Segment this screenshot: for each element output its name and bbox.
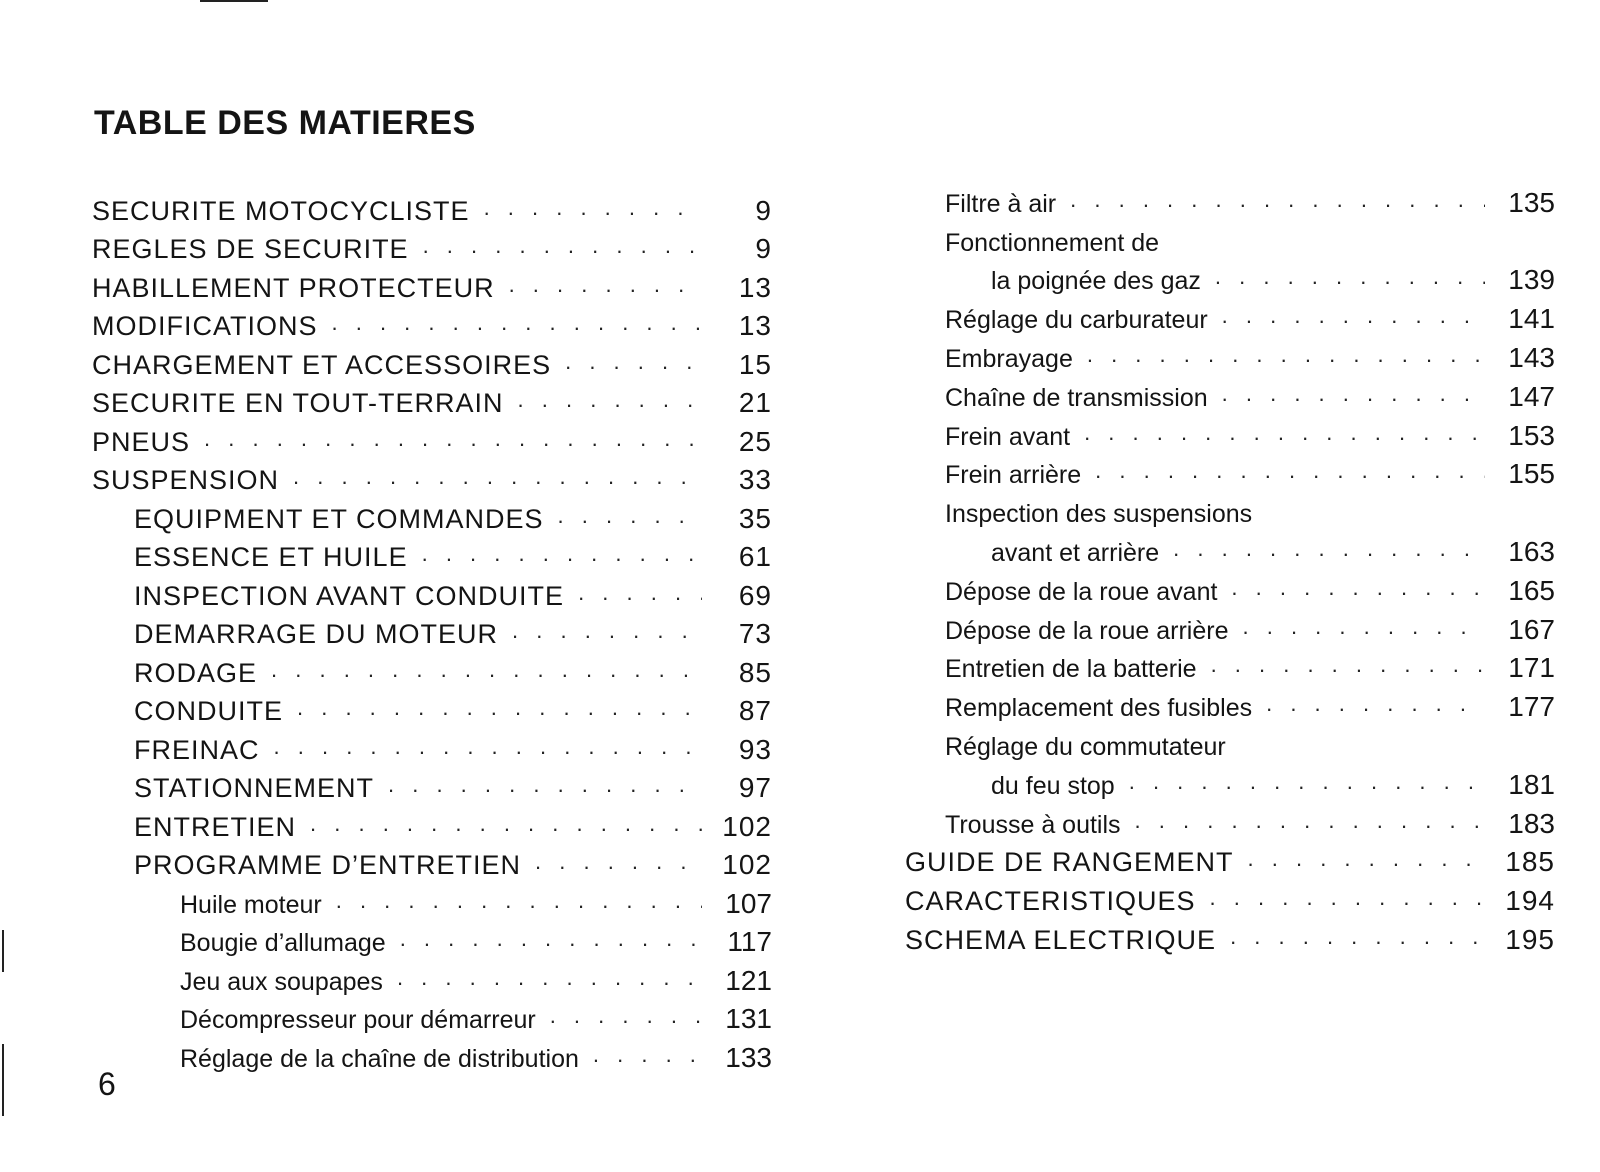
toc-entry-page: 181 bbox=[1508, 768, 1555, 800]
toc-entry-page: 33 bbox=[738, 464, 772, 495]
toc-entry bbox=[92, 340, 772, 379]
toc-entry bbox=[92, 802, 772, 841]
dot-leader bbox=[593, 1044, 702, 1066]
toc-entry-page: 87 bbox=[738, 695, 772, 726]
toc-entry bbox=[905, 333, 1555, 372]
toc-entry-page: 85 bbox=[738, 656, 772, 688]
dot-leader bbox=[1248, 848, 1485, 870]
toc-entry bbox=[905, 799, 1555, 838]
dot-leader bbox=[1173, 538, 1485, 560]
toc-entry bbox=[905, 566, 1555, 605]
toc-entry-page: 183 bbox=[1508, 807, 1555, 839]
toc-entry bbox=[92, 494, 772, 533]
toc-entry bbox=[905, 876, 1555, 915]
toc-entry bbox=[92, 225, 772, 264]
toc-entry-label: SECURITE MOTOCYCLISTE bbox=[92, 195, 470, 226]
toc-entry bbox=[92, 1033, 772, 1072]
toc-entry-page: 131 bbox=[725, 1003, 772, 1034]
toc-entry-page: 163 bbox=[1508, 535, 1555, 567]
dot-leader bbox=[332, 312, 703, 334]
toc-entry-page: 143 bbox=[1508, 341, 1555, 373]
toc-entry-label: SUSPENSION bbox=[92, 465, 280, 495]
toc-entry-label: Dépose de la roue arrière bbox=[945, 616, 1229, 645]
toc-entry bbox=[905, 527, 1555, 566]
dot-leader bbox=[509, 274, 702, 296]
toc-entry-page: 117 bbox=[727, 926, 772, 957]
dot-leader bbox=[1210, 887, 1485, 909]
toc-entry-label: Filtre à air bbox=[945, 189, 1057, 218]
dot-leader bbox=[535, 851, 702, 873]
toc-entry-page: 13 bbox=[738, 310, 772, 341]
dot-leader bbox=[271, 659, 702, 681]
toc-entry-label: FREINAC bbox=[134, 734, 260, 765]
dot-leader bbox=[484, 197, 702, 219]
toc-entry bbox=[905, 450, 1555, 489]
toc-entry-label: MODIFICATIONS bbox=[92, 311, 318, 341]
toc-entry-page: 194 bbox=[1505, 885, 1555, 917]
dot-leader bbox=[1070, 189, 1485, 211]
toc-entry bbox=[92, 302, 772, 341]
toc-entry bbox=[92, 841, 772, 880]
dot-leader bbox=[1243, 616, 1486, 638]
toc-entry bbox=[92, 379, 772, 418]
toc-entry-page: 15 bbox=[738, 348, 772, 380]
dot-leader bbox=[1215, 266, 1485, 288]
toc-entry-label: DEMARRAGE DU MOTEUR bbox=[134, 619, 499, 649]
dot-leader bbox=[518, 389, 702, 411]
toc-entry-page: 21 bbox=[738, 387, 772, 418]
toc-entry-label: INSPECTION AVANT CONDUITE bbox=[134, 580, 565, 611]
page-number: 6 bbox=[98, 1066, 116, 1102]
dot-leader bbox=[558, 505, 702, 527]
dot-leader bbox=[310, 813, 702, 835]
toc-entry-page: 97 bbox=[738, 772, 772, 803]
scan-edge-mark bbox=[2, 1044, 4, 1116]
dot-leader bbox=[274, 736, 702, 758]
toc-entry-page: 107 bbox=[725, 887, 772, 919]
dot-leader bbox=[1230, 926, 1485, 948]
toc-entry-label: RODAGE bbox=[134, 657, 258, 688]
toc-entry bbox=[905, 605, 1555, 644]
toc-entry bbox=[92, 263, 772, 302]
toc-entry bbox=[905, 411, 1555, 450]
toc-entry bbox=[92, 764, 772, 803]
toc-entry bbox=[92, 417, 772, 456]
toc-entry-page: 13 bbox=[738, 271, 772, 303]
toc-entry-label: ENTRETIEN bbox=[134, 811, 297, 842]
dot-leader bbox=[1231, 577, 1485, 599]
toc-entry bbox=[92, 571, 772, 610]
toc-entry-label: Remplacement des fusibles bbox=[945, 694, 1253, 723]
toc-entry bbox=[905, 178, 1555, 217]
toc-entry-page: 102 bbox=[722, 810, 772, 842]
toc-entry-label: avant et arrière bbox=[991, 538, 1160, 567]
scan-edge-mark bbox=[2, 930, 4, 972]
dot-leader bbox=[578, 582, 702, 604]
toc-entry bbox=[905, 488, 1555, 527]
toc-entry-page: 102 bbox=[722, 849, 772, 880]
toc-entry-page: 165 bbox=[1508, 574, 1555, 606]
toc-entry-page: 133 bbox=[725, 1041, 772, 1073]
toc-entry bbox=[92, 186, 772, 225]
toc-entry-label: STATIONNEMENT bbox=[134, 773, 374, 803]
toc-entry-page: 9 bbox=[755, 233, 772, 264]
toc-entry-label: Réglage du commutateur bbox=[945, 732, 1226, 761]
toc-entry-label: Bougie d’allumage bbox=[180, 929, 386, 957]
dot-leader bbox=[336, 890, 702, 912]
toc-entry-page: 93 bbox=[738, 733, 772, 765]
toc-entry-label: REGLES DE SECURITE bbox=[92, 234, 409, 264]
dot-leader bbox=[297, 697, 702, 719]
toc-entry-page: 153 bbox=[1508, 419, 1555, 451]
toc-entry-label: Inspection des suspensions bbox=[945, 500, 1253, 529]
toc-entry bbox=[905, 915, 1555, 954]
toc-entry-page: 9 bbox=[755, 194, 772, 226]
toc-entry-label: CONDUITE bbox=[134, 696, 283, 726]
toc-entry bbox=[905, 721, 1555, 760]
toc-entry bbox=[905, 838, 1555, 877]
toc-entry-label: CARACTERISTIQUES bbox=[905, 886, 1196, 917]
dot-leader bbox=[550, 1005, 702, 1027]
toc-entry-label: Frein avant bbox=[945, 422, 1071, 451]
toc-entry-page: 73 bbox=[738, 618, 772, 649]
toc-entry-page: 155 bbox=[1508, 458, 1555, 490]
toc-entry-label: Huile moteur bbox=[180, 890, 322, 919]
toc-entry bbox=[92, 956, 772, 995]
toc-entry bbox=[92, 648, 772, 687]
toc-entry-page: 121 bbox=[725, 964, 772, 996]
toc-entry-page: 147 bbox=[1508, 380, 1555, 412]
toc-entry-label: Décompresseur pour démarreur bbox=[180, 1006, 536, 1034]
toc-entry-label: SECURITE EN TOUT-TERRAIN bbox=[92, 388, 504, 418]
toc-entry bbox=[92, 456, 772, 495]
toc-entry-page: 195 bbox=[1505, 923, 1555, 955]
toc-entry-label: Embrayage bbox=[945, 344, 1073, 373]
toc-entry-label: Entretien de la batterie bbox=[945, 655, 1197, 684]
toc-entry bbox=[92, 687, 772, 726]
dot-leader bbox=[1135, 810, 1485, 832]
toc-entry bbox=[92, 725, 772, 764]
toc-entry-label: Chaîne de transmission bbox=[945, 383, 1208, 412]
toc-entry-label: ESSENCE ET HUILE bbox=[134, 542, 408, 572]
toc-entry-page: 141 bbox=[1508, 303, 1555, 335]
dot-leader bbox=[1087, 344, 1485, 366]
dot-leader bbox=[1266, 693, 1485, 715]
toc-entry-page: 167 bbox=[1508, 613, 1555, 645]
toc-entry bbox=[92, 879, 772, 918]
toc-entry-page: 135 bbox=[1508, 186, 1555, 218]
dot-leader bbox=[1084, 422, 1485, 444]
toc-entry bbox=[905, 760, 1555, 799]
toc-entry bbox=[92, 995, 772, 1034]
toc-entry-label: PROGRAMME D’ENTRETIEN bbox=[134, 850, 522, 880]
toc-entry bbox=[92, 610, 772, 649]
toc-entry-label: Trousse à outils bbox=[945, 810, 1121, 839]
toc-right-column bbox=[905, 178, 1555, 954]
toc-entry bbox=[905, 217, 1555, 256]
toc-entry bbox=[905, 256, 1555, 295]
toc-entry-label: HABILLEMENT PROTECTEUR bbox=[92, 272, 495, 303]
toc-entry bbox=[905, 372, 1555, 411]
scan-edge-mark bbox=[200, 0, 268, 2]
toc-entry-label: Jeu aux soupapes bbox=[180, 967, 383, 996]
toc-entry-page: 177 bbox=[1508, 691, 1555, 723]
toc-entry bbox=[92, 533, 772, 572]
toc-entry-page: 185 bbox=[1505, 846, 1555, 878]
dot-leader bbox=[388, 774, 702, 796]
toc-left-column bbox=[92, 186, 772, 1072]
page-title: TABLE DES MATIERES bbox=[94, 104, 476, 142]
dot-leader bbox=[565, 351, 702, 373]
dot-leader bbox=[1129, 771, 1485, 793]
toc-entry-label: CHARGEMENT ET ACCESSOIRES bbox=[92, 349, 552, 380]
toc-entry-label: Réglage de la chaîne de distribution bbox=[180, 1044, 579, 1073]
toc-entry-label: Frein arrière bbox=[945, 461, 1082, 490]
toc-entry bbox=[905, 644, 1555, 683]
dot-leader bbox=[422, 543, 702, 565]
toc-entry bbox=[905, 682, 1555, 721]
toc-entry-page: 139 bbox=[1508, 264, 1555, 296]
toc-entry-page: 25 bbox=[738, 425, 772, 457]
dot-leader bbox=[512, 620, 702, 642]
dot-leader bbox=[397, 967, 702, 989]
toc-entry-label: PNEUS bbox=[92, 426, 191, 457]
dot-leader bbox=[1095, 460, 1485, 482]
dot-leader bbox=[400, 928, 702, 950]
toc-entry-label: Fonctionnement de bbox=[945, 228, 1160, 257]
toc-entry-label: GUIDE DE RANGEMENT bbox=[905, 847, 1234, 878]
dot-leader bbox=[293, 466, 702, 488]
toc-entry-label: EQUIPMENT ET COMMANDES bbox=[134, 503, 544, 534]
toc-entry bbox=[905, 294, 1555, 333]
toc-entry-label: Réglage du carburateur bbox=[945, 306, 1208, 335]
dot-leader bbox=[1222, 305, 1485, 327]
toc-entry-label: Dépose de la roue avant bbox=[945, 577, 1218, 606]
dot-leader bbox=[423, 235, 702, 257]
dot-leader bbox=[204, 428, 702, 450]
toc-entry-label: la poignée des gaz bbox=[991, 267, 1201, 296]
toc-entry-page: 69 bbox=[738, 579, 772, 611]
dot-leader bbox=[1211, 654, 1485, 676]
toc-entry bbox=[92, 918, 772, 957]
toc-entry-label: du feu stop bbox=[991, 771, 1115, 800]
dot-leader bbox=[1222, 383, 1485, 405]
toc-entry-page: 61 bbox=[738, 541, 772, 572]
toc-entry-page: 171 bbox=[1508, 652, 1555, 684]
toc-entry-page: 35 bbox=[738, 502, 772, 534]
toc-entry-label: SCHEMA ELECTRIQUE bbox=[905, 924, 1217, 955]
